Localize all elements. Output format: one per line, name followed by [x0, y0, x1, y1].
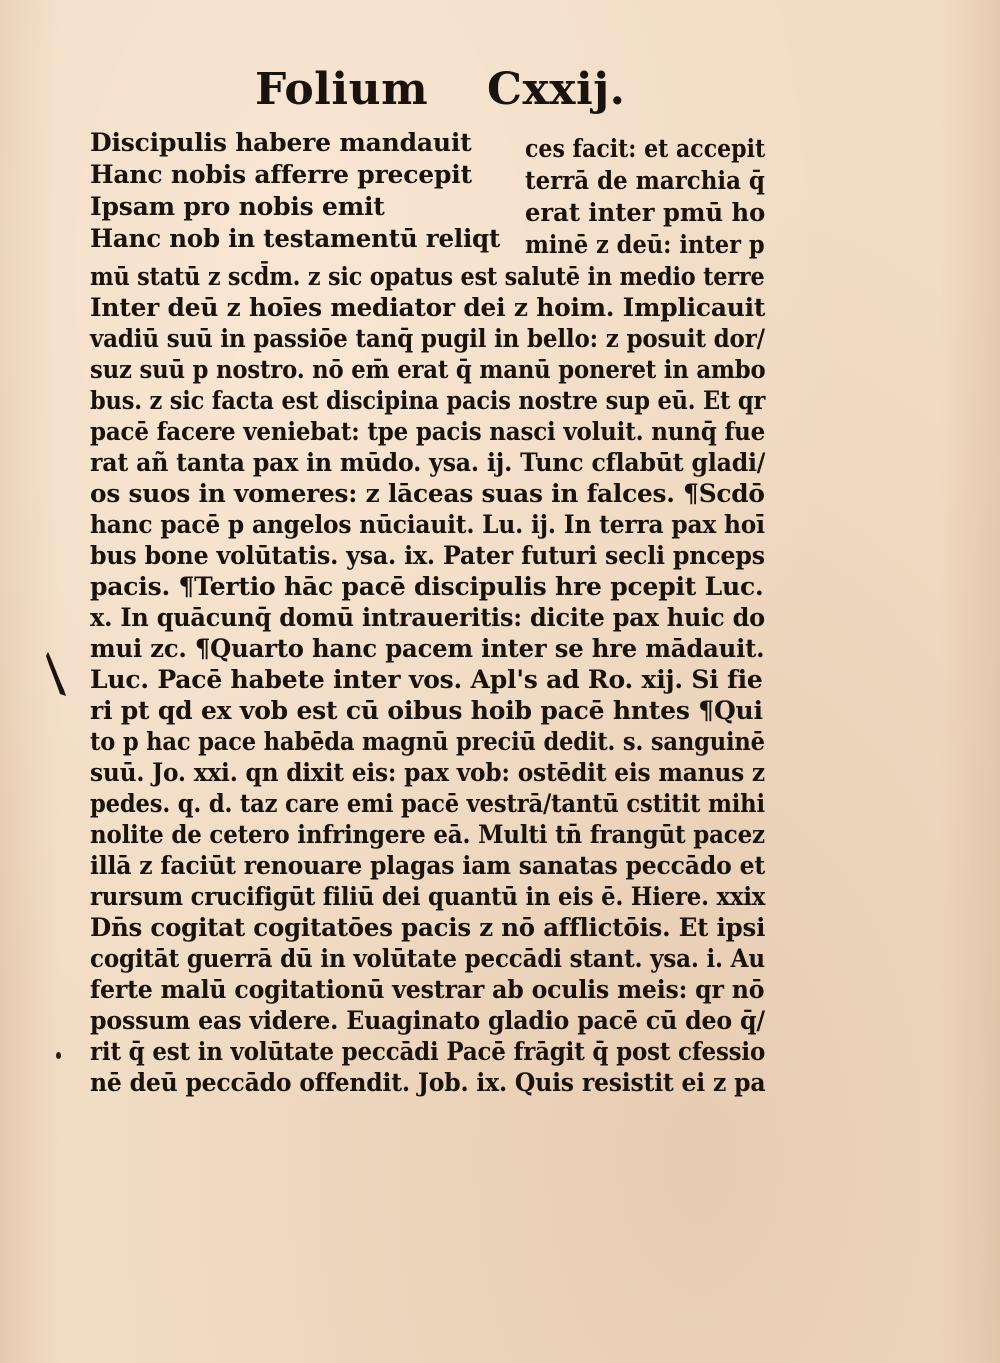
- text-line: suū. Jo. xxi. qn dixit eis: pax vob: ostēdit eis manus z: [90, 758, 765, 787]
- text-line: illā z faciūt renouare plagas iam sanatas peccādo et: [90, 851, 766, 880]
- text-line: Dn̄s cogitat cogitatōes pacis z nō afflictōis. Et ipsi: [90, 913, 766, 942]
- text-line: pacis. ¶Tertio hāc pacē discipulis hre pcepit Luc.: [90, 572, 764, 601]
- text-line: mui zc. ¶Quarto hanc pacem inter se hre mādauit.: [90, 634, 765, 663]
- text-line: ferte malū cogitationū vestrar ab oculis meis: qr nō: [90, 975, 765, 1004]
- text-line: possum eas videre. Euaginato gladio pacē cū deo q̄/: [90, 1006, 765, 1035]
- text-line: Inter deū z hoīes mediator dei z hoim. Implicauit: [90, 293, 766, 322]
- text-line: rat añ tanta pax in mūdo. ysa. ij. Tunc cflabūt gladi/: [90, 448, 766, 477]
- text-line-right: ces facit: et accepit: [525, 134, 766, 163]
- marginal-ink-mark: [44, 650, 68, 698]
- text-line: cogitāt guerrā dū in volūtate peccādi stant. ysa. i. Au: [90, 944, 765, 973]
- text-line: nē deū peccādo offendit. Job. ix. Quis resistit ei z pa: [90, 1068, 766, 1097]
- text-line: ri pt qd ex vob est cū oibus hoib pacē hntes ¶Qui: [90, 696, 763, 725]
- text-line-left: Hanc nobis afferre precepit: [90, 160, 472, 189]
- text-line: to p hac pace habēda magnū preciū dedit. s. sanguinē: [90, 727, 765, 756]
- text-line: rit q̄ est in volūtate peccādi Pacē frāgit q̄ post cfessio: [90, 1037, 766, 1066]
- text-line: mū statū z scd̄m. z sic opatus est salutē in medio terre: [90, 262, 765, 291]
- text-line: pedes. q. d. taz care emi pacē vestrā/tantū cstitit mihi: [90, 789, 765, 818]
- text-line: pacē facere veniebat: tpe pacis nasci voluit. nunq̄ fue: [90, 417, 766, 446]
- text-line-right: erat inter pmū ho: [525, 198, 766, 227]
- header-folio-number: Cxxij.: [487, 64, 626, 115]
- marginal-ink-dot: [56, 1052, 61, 1059]
- text-line: x. In quācunq̄ domū intraueritis: dicite pax huic do: [90, 603, 765, 632]
- page-header: [255, 64, 635, 124]
- text-line: nolite de cetero infringere eā. Multi tn̄ frangūt pacez: [90, 820, 765, 849]
- text-line: os suos in vomeres: z lāceas suas in falces. ¶Scdō: [90, 479, 765, 508]
- text-line-left: Hanc nob in testamentū reliqt: [90, 224, 501, 253]
- text-line: hanc pacē p angelos nūciauit. Lu. ij. In terra pax hoī: [90, 510, 765, 539]
- text-line: suz suū p nostro. nō em̄ erat q̄ manū poneret in ambo: [90, 355, 766, 384]
- text-line: Luc. Pacē habete inter vos. Apl's ad Ro. xij. Si fie: [90, 665, 763, 694]
- header-folium: Folium: [255, 64, 429, 115]
- text-line-right: minē z deū: inter p: [525, 230, 765, 259]
- text-line-right: terrā de marchia q̄: [525, 166, 765, 195]
- text-line: bus. z sic facta est discipina pacis nostre sup eū. Et qr: [90, 386, 766, 415]
- text-line-left: Ipsam pro nobis emit: [90, 192, 385, 221]
- text-line: bus bone volūtatis. ysa. ix. Pater futuri secli pnceps: [90, 541, 765, 570]
- text-line-left: Discipulis habere mandauit: [90, 128, 472, 157]
- text-line: rursum crucifigūt filiū dei quantū in eis ē. Hiere. xxix: [90, 882, 766, 911]
- text-line: vadiū suū in passiōe tanq̄ pugil in bello: z posuit dor/: [90, 324, 765, 353]
